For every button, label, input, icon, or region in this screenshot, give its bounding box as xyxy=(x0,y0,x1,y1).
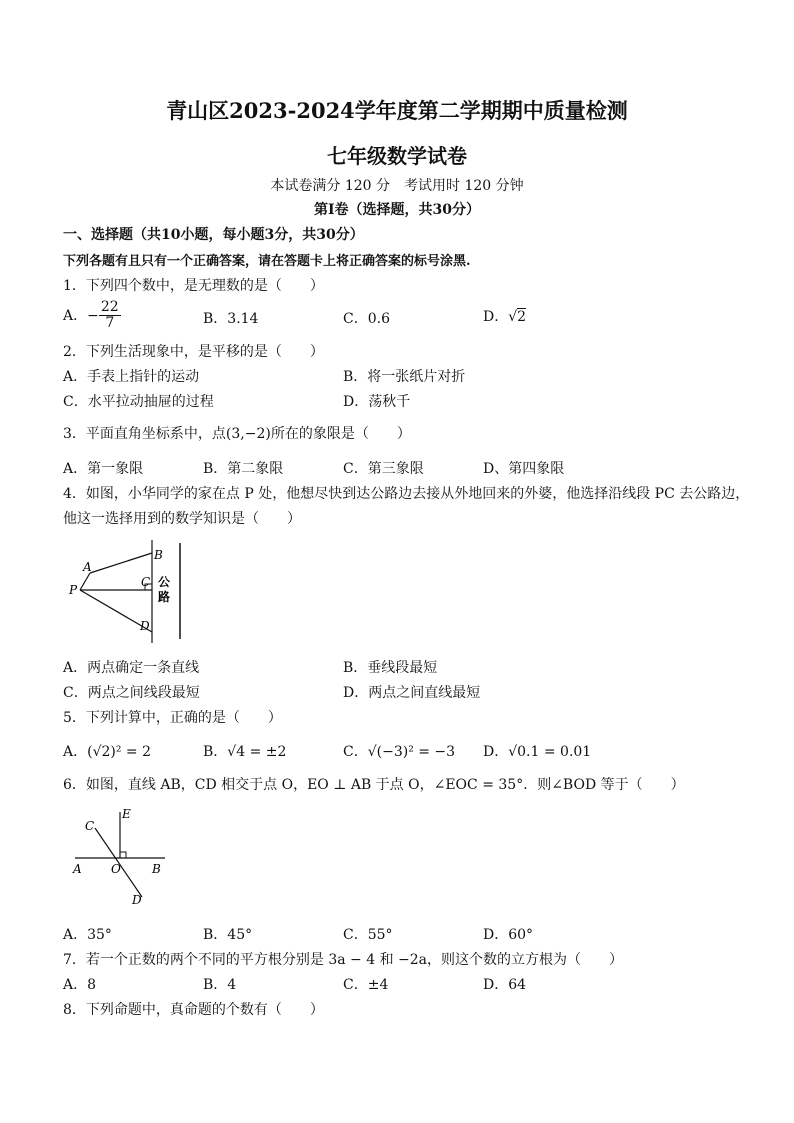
section-heading: 一、选择题（共10小题，每小题3分，共30分） xyxy=(63,227,364,243)
q6-stem: 6．如图，直线 AB，CD 相交于点 O，EO ⊥ AB 于点 O，∠EOC = 35°．则∠BOD 等于（ ） xyxy=(63,777,685,793)
q4-label-d: D xyxy=(140,619,150,633)
q4-option-b: B．垂线段最短 xyxy=(343,660,438,676)
q4-label-p: P xyxy=(69,583,78,597)
q2-option-c: C．水平拉动抽屉的过程 xyxy=(63,394,214,410)
q6-label-c: C xyxy=(85,819,95,833)
q1-option-c: C．0.6 xyxy=(343,311,390,327)
q3-option-b: B．第二象限 xyxy=(203,461,284,477)
q3-stem: 3．平面直角坐标系中，点(3,−2)所在的象限是（ ） xyxy=(63,426,411,442)
q1-option-d: D．√2 xyxy=(483,309,527,325)
q2-stem: 2．下列生活现象中，是平移的是（ ） xyxy=(63,344,324,360)
q6-option-d: D．60° xyxy=(483,927,534,943)
q5-option-d: D．√0.1 = 0.01 xyxy=(483,744,592,760)
q7-option-d: D．64 xyxy=(483,977,527,993)
q4-stem-line1: 4．如图，小华同学的家在点 P 处，他想尽快到达公路边去接从外地回来的外婆，他选择沿线段 PC 去公路边， xyxy=(63,486,750,502)
exam-meta: 本试卷满分 120 分 考试用时 120 分钟 xyxy=(270,178,524,194)
q6-option-c: C．55° xyxy=(343,927,393,943)
q6-option-a: A．35° xyxy=(63,927,112,943)
section-instruction: 下列各题有且只有一个正确答案，请在答题卡上将正确答案的标号涂黑. xyxy=(63,254,471,269)
q6-label-o: O xyxy=(111,862,121,876)
q5-stem: 5．下列计算中，正确的是（ ） xyxy=(63,710,282,726)
q4-stem-line2: 他这一选择用到的数学知识是（ ） xyxy=(63,511,301,527)
exam-title: 青山区2023-2024学年度第二学期期中质量检测 xyxy=(166,98,628,123)
q1-option-a: A．− $\frac{22}{7}$ xyxy=(63,299,119,332)
q4-option-a: A．两点确定一条直线 xyxy=(63,660,200,676)
q3-option-c: C．第三象限 xyxy=(343,461,424,477)
q2-option-a: A．手表上指针的运动 xyxy=(63,369,200,385)
q6-label-e: E xyxy=(122,807,131,821)
q4-road-label-1: 公 xyxy=(158,575,171,589)
q5-option-c: C．√(−3)² = −3 xyxy=(343,744,456,760)
q4-label-a: A xyxy=(83,560,92,574)
q7-stem: 7．若一个正数的两个不同的平方根分别是 3a − 4 和 −2a，则这个数的立方根为（ ） xyxy=(63,952,624,968)
q4-label-b: B xyxy=(154,548,163,562)
q3-option-a: A．第一象限 xyxy=(63,461,144,477)
q2-option-b: B．将一张纸片对折 xyxy=(343,369,466,385)
q6-option-b: B．45° xyxy=(203,927,253,943)
q6-label-b: B xyxy=(152,862,161,876)
q4-road-label-2: 路 xyxy=(158,590,171,604)
q7-option-c: C．±4 xyxy=(343,977,389,993)
part-heading: 第Ⅰ卷（选择题，共30分） xyxy=(313,202,481,218)
q6-label-a: A xyxy=(73,862,82,876)
q2-option-d: D．荡秋千 xyxy=(343,394,411,410)
q4-label-c: C xyxy=(141,575,151,589)
q8-stem: 8．下列命题中，真命题的个数有（ ） xyxy=(63,1002,324,1018)
exam-subtitle: 七年级数学试卷 xyxy=(327,144,467,168)
q7-option-a: A．8 xyxy=(63,977,97,993)
q3-option-d: D、第四象限 xyxy=(483,461,565,477)
q6-figure xyxy=(60,800,180,910)
q4-figure xyxy=(60,535,200,645)
q5-option-b: B．√4 = ±2 xyxy=(203,744,287,760)
q1-stem: 1．下列四个数中，是无理数的是（ ） xyxy=(63,278,324,294)
q7-option-b: B．4 xyxy=(203,977,237,993)
q1-option-b: B．3.14 xyxy=(203,311,259,327)
q6-label-d: D xyxy=(132,893,142,907)
q4-option-d: D．两点之间直线最短 xyxy=(343,685,481,701)
q5-option-a: A．(√2)² = 2 xyxy=(63,744,152,760)
q4-option-c: C．两点之间线段最短 xyxy=(63,685,200,701)
